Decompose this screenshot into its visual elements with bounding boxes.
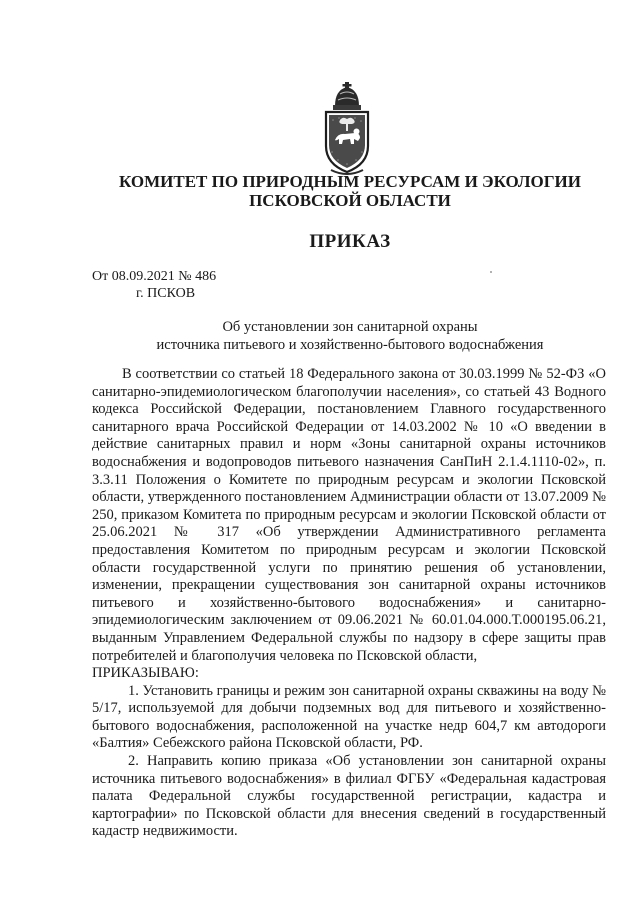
order-item-1: 1. Установить границы и режим зон санитарной охраны скважины на воду № 5/17, используемой для добычи подземных вод для питьевого и хозяйственно-бытового водоснабжения, расположенной на участке недр 604,7 км автодороги «Балтия» Себежского района Псковской области, РФ.	[92, 682, 606, 752]
document-body	[92, 366, 606, 841]
document-type-title: ПРИКАЗ	[309, 231, 391, 252]
order-word: ПРИКАЗЫВАЮ:	[92, 665, 199, 682]
order-item-2: 2. Направить копию приказа «Об установлении зон санитарной охраны источника питьевого водоснабжения» в филиал ФГБУ «Федеральная кадастровая палата Федеральной службы государственной регистрации, кадастра и картографии» по Псковской области для внесения сведений в государственный кадастр недвижимости.	[92, 753, 606, 840]
subject-line-1: Об установлении зон санитарной охраны	[222, 319, 478, 335]
organization-line-2: ПСКОВСКОЙ ОБЛАСТИ	[249, 191, 451, 210]
date-number: От 08.09.2021 № 486	[92, 269, 217, 284]
document-subject	[130, 318, 570, 354]
city: г. ПСКОВ	[136, 286, 196, 301]
pskov-coat-of-arms-icon	[318, 82, 376, 176]
organization-line-1: КОМИТЕТ ПО ПРИРОДНЫМ РЕСУРСАМ И ЭКОЛОГИИ	[118, 172, 582, 191]
preamble-paragraph: В соответствии со статьей 18 Федерального закона от 30.03.1999 № 52-ФЗ «О санитарно-эпидемиологическом благополучии населения», со статьей 43 Водного кодекса Российской Федерации, постановлением Главного государственного санитарного врача Российской Федерации от 14.03.2002 № 10 «О введении в действие санитарных правил и норм «Зоны санитарной охраны источников водоснабжения и водопроводов питьевого назначения СанПиН 2.1.4.1110-02», п. 3.3.11 Положения о Комитете по природным ресурсам и экологии Псковской области, утвержденного постановлением Администрации области от 13.07.2009 № 250, приказом Комитета по природным ресурсам и экологии Псковской области от 25.06.2021 № 317 «Об утверждении Административного регламента предоставления Комитетом по природным ресурсам и экологии Псковской области государственной услуги по принятию решения об установлении, изменении, прекращении существования зон санитарной охраны источников питьевого и хозяйственно-бытового водоснабжения» и санитарно-эпидемиологическим заключением от 09.06.2021 № 60.01.04.000.Т.000195.06.21, выданным Управлением Федеральной службы по надзору в сфере защиты прав потребителей и благополучия человека по Псковской области,	[92, 366, 606, 664]
subject-line-2: источника питьевого и хозяйственно-бытового водоснабжения	[156, 337, 544, 353]
organization-name	[95, 172, 605, 210]
scan-speck	[490, 271, 492, 273]
